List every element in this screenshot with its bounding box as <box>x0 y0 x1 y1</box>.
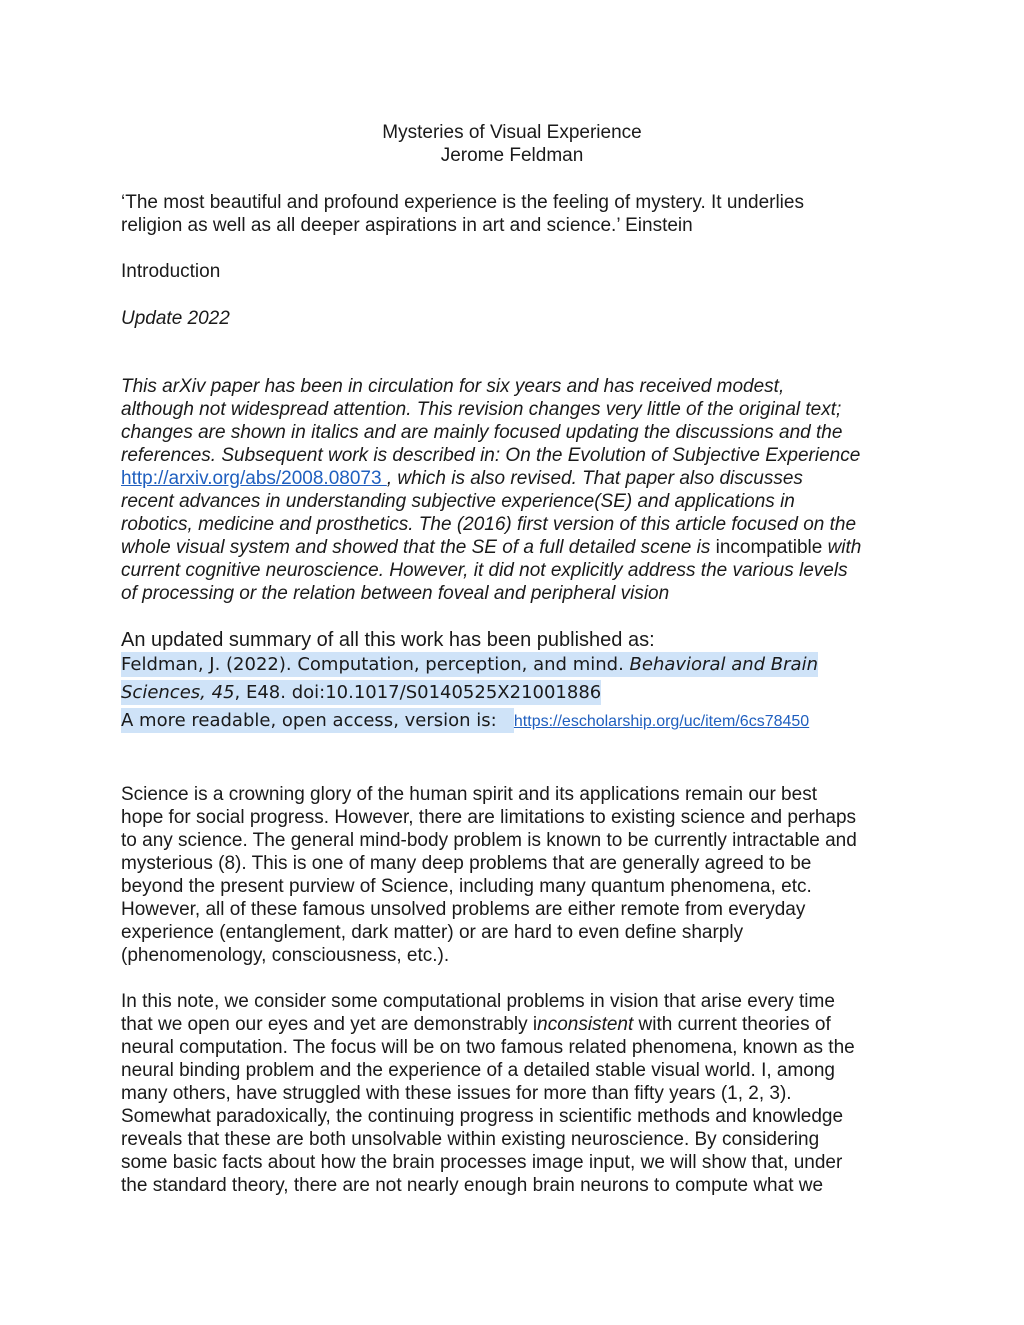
open-access-line <box>121 709 809 733</box>
paragraph-line: neural computation. The focus will be on two famous related phenomena, known as the <box>121 1037 855 1058</box>
update-paragraph-text: whole visual system and showed that the SE of a full detailed scene is <box>121 537 716 558</box>
paper-title: Mysteries of Visual Experience <box>382 122 642 143</box>
update-paragraph-line: This arXiv paper has been in circulation for six years and has received modest, <box>121 376 785 397</box>
paragraph-line: to any science. The general mind-body problem is known to be currently intractable and <box>121 830 857 851</box>
paragraph-line: hope for social progress. However, there are limitations to existing science and perhaps <box>121 807 857 828</box>
update-paragraph-line: changes are shown in italics and are mainly focused updating the discussions and the <box>121 422 843 443</box>
citation-volume: 45 <box>211 682 235 703</box>
section-heading-update: Update 2022 <box>121 308 230 329</box>
paragraph-line: neural binding problem and the experience of a detailed stable visual world. I, among <box>121 1060 836 1081</box>
paragraph-line: Science is a crowning glory of the human spirit and its applications remain our best <box>121 784 817 805</box>
citation-journal: Behavioral and Brain <box>629 654 818 675</box>
citation-separator <box>206 680 212 705</box>
arxiv-link[interactable]: http://arxiv.org/abs/2008.08073 <box>121 468 387 489</box>
citation-text: Feldman, J. (2022). Computation, perception, and mind. <box>121 654 630 675</box>
paragraph-line: many others, have struggled with these issues for more than fifty years (1, 2, 3). <box>121 1083 792 1104</box>
paragraph-line: experience (entanglement, dark matter) or are hard to even define sharply <box>121 922 744 943</box>
update-paragraph-text: , which is also revised. That paper also discusses <box>386 468 803 489</box>
update-paragraph-upright: incompatible <box>715 537 823 558</box>
update-paragraph-line: current cognitive neuroscience. However, it did not explicitly address the various levels <box>121 560 848 581</box>
escholarship-link[interactable]: https://escholarship.org/uc/item/6cs78450 <box>513 713 810 730</box>
update-paragraph-line: recent advances in understanding subjective experience(SE) and applications in <box>121 491 795 512</box>
update-paragraph-line: references. Subsequent work is described in: On the Evolution of Subjective Experience <box>121 445 861 466</box>
update-paragraph-line: although not widespread attention. This revision changes very little of the original text; <box>121 399 842 420</box>
citation-doi: , E48. doi:10.1017/S0140525X21001886 <box>234 682 602 703</box>
summary-intro: An updated summary of all this work has been published as: <box>121 629 655 651</box>
paragraph-line: mysterious (8). This is one of many deep problems that are generally agreed to be <box>121 853 812 874</box>
update-paragraph-line: of processing or the relation between foveal and peripheral vision <box>121 583 670 604</box>
citation-line <box>121 681 601 705</box>
paper-author: Jerome Feldman <box>440 145 584 166</box>
update-paragraph-line: robotics, medicine and prosthetics. The (2016) first version of this article focused on the <box>121 514 857 535</box>
epigraph-line: ‘The most beautiful and profound experience is the feeling of mystery. It underlies <box>121 192 804 213</box>
paragraph-line <box>121 1013 831 1036</box>
citation-line <box>121 653 818 677</box>
paragraph-line: some basic facts about how the brain processes image input, we will show that, under <box>121 1152 843 1173</box>
paragraph-line: Somewhat paradoxically, the continuing progress in scientific methods and knowledge <box>121 1106 844 1127</box>
paragraph-line: reveals that these are both unsolvable within existing neuroscience. By considering <box>121 1129 820 1150</box>
update-paragraph-line <box>121 467 803 490</box>
epigraph-line: religion as well as all deeper aspirations in art and science.’ Einstein <box>121 215 693 236</box>
update-paragraph-line <box>121 536 861 559</box>
paragraph-text: with current theories of <box>633 1014 831 1035</box>
paragraph-text: that we open our eyes and yet are demonstrably i <box>121 1014 538 1035</box>
open-access-label: A more readable, open access, version is: <box>121 710 497 731</box>
citation-journal: Sciences, <box>121 682 206 703</box>
paragraph-line: (phenomenology, consciousness, etc.). <box>121 945 450 966</box>
paragraph-line: the standard theory, there are not nearly enough brain neurons to compute what we <box>121 1175 824 1196</box>
section-heading-introduction: Introduction <box>121 261 221 282</box>
update-paragraph-text: with <box>822 537 862 558</box>
paragraph-line: However, all of these famous unsolved problems are either remote from everyday <box>121 899 806 920</box>
paragraph-line: beyond the present purview of Science, including many quantum phenomena, etc. <box>121 876 812 897</box>
paragraph-emphasis: nconsistent <box>537 1014 634 1035</box>
paragraph-line: In this note, we consider some computational problems in vision that arise every time <box>121 991 835 1012</box>
